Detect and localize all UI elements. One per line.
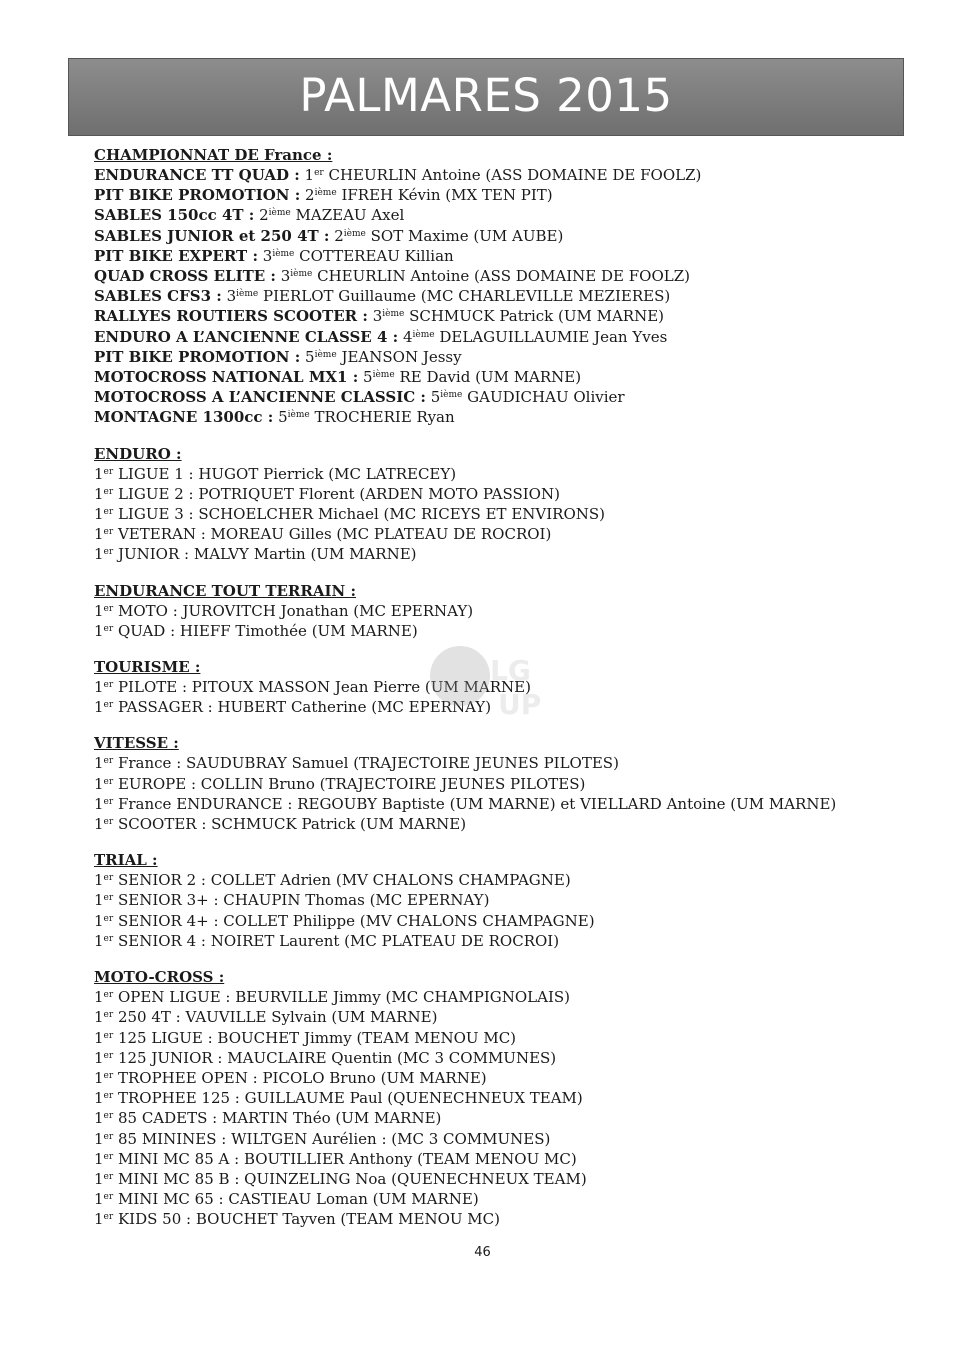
result-entry bbox=[94, 987, 894, 1007]
result-text: TROPHEE 125 : GUILLAUME Paul (QUENECHNEUX TEAM) bbox=[117, 1089, 583, 1108]
championnat-entry bbox=[94, 266, 894, 286]
category-label: ENDURANCE TT QUAD : bbox=[94, 166, 300, 184]
rank-suffix: er bbox=[103, 507, 114, 518]
rank-suffix: er bbox=[314, 168, 324, 178]
result-text: PILOTE : PITOUX MASSON Jean Pierre (UM MARNE) bbox=[117, 678, 531, 697]
rank: 5 bbox=[305, 347, 315, 366]
rank: 2 bbox=[305, 186, 315, 205]
rank-suffix: ième bbox=[236, 289, 259, 300]
section-heading: TRIAL : bbox=[94, 851, 158, 870]
rank-suffix: ième bbox=[314, 349, 337, 360]
rank-suffix: er bbox=[103, 1192, 114, 1203]
rank: 5 bbox=[430, 388, 441, 407]
rank: 4 bbox=[402, 327, 413, 346]
rank: 1 bbox=[94, 754, 104, 773]
result-text: SENIOR 2 : COLLET Adrien (MV CHALONS CHAMPAGNE) bbox=[117, 871, 571, 890]
rank-suffix: er bbox=[103, 527, 114, 538]
rank-suffix: er bbox=[103, 1151, 114, 1162]
result-entry bbox=[94, 794, 894, 814]
rank-suffix: er bbox=[103, 990, 114, 1001]
result-text: MINI MC 85 B : QUINZELING Noa (QUENECHNEUX TEAM) bbox=[117, 1169, 587, 1188]
results-section bbox=[94, 444, 894, 565]
result-entry bbox=[94, 890, 894, 910]
winner: GAUDICHAU Olivier bbox=[467, 388, 625, 407]
result-entry bbox=[94, 774, 894, 794]
rank: 1 bbox=[94, 911, 104, 930]
rank: 1 bbox=[94, 931, 104, 950]
rank: 1 bbox=[94, 678, 104, 697]
result-text: OPEN LIGUE : BEURVILLE Jimmy (MC CHAMPIGNOLAIS) bbox=[117, 988, 570, 1007]
result-text: 125 JUNIOR : MAUCLAIRE Quentin (MC 3 COMMUNES) bbox=[117, 1048, 557, 1067]
result-entry bbox=[94, 544, 894, 564]
rank: 1 bbox=[94, 1028, 104, 1047]
category-label: PIT BIKE PROMOTION : bbox=[94, 186, 301, 205]
result-text: SENIOR 4 : NOIRET Laurent (MC PLATEAU DE ROCROI) bbox=[117, 931, 560, 950]
rank: 1 bbox=[94, 774, 104, 793]
rank-suffix: er bbox=[103, 873, 114, 884]
result-entry bbox=[94, 753, 894, 773]
winner: CHEURLIN Antoine (ASS DOMAINE DE FOOLZ) bbox=[317, 267, 691, 286]
championnat-entry bbox=[94, 205, 894, 225]
winner: MAZEAU Axel bbox=[295, 206, 405, 225]
rank-suffix: er bbox=[103, 913, 114, 924]
rank: 1 bbox=[94, 1109, 104, 1128]
rank: 1 bbox=[94, 1149, 104, 1168]
result-text: France : SAUDUBRAY Samuel (TRAJECTOIRE JEUNES PILOTES) bbox=[117, 754, 619, 773]
rank: 1 bbox=[94, 891, 104, 910]
result-entry bbox=[94, 1108, 894, 1128]
rank: 3 bbox=[372, 307, 383, 326]
result-entry bbox=[94, 1149, 894, 1169]
rank: 3 bbox=[262, 246, 273, 265]
rank: 2 bbox=[334, 226, 344, 245]
winner: PIERLOT Guillaume (MC CHARLEVILLE MEZIERES) bbox=[263, 287, 671, 306]
results-section bbox=[94, 850, 894, 951]
result-entry bbox=[94, 1209, 894, 1229]
result-text: EUROPE : COLLIN Bruno (TRAJECTOIRE JEUNES PILOTES) bbox=[117, 774, 586, 793]
championnat-entry bbox=[94, 286, 894, 306]
category-label: MOTOCROSS A L’ANCIENNE CLASSIC : bbox=[94, 388, 426, 407]
result-text: SCOOTER : SCHMUCK Patrick (UM MARNE) bbox=[117, 815, 467, 834]
rank-suffix: er bbox=[103, 1091, 114, 1102]
result-text: SENIOR 3+ : CHAUPIN Thomas (MC EPERNAY) bbox=[117, 891, 490, 910]
result-text: KIDS 50 : BOUCHET Tayven (TEAM MENOU MC) bbox=[117, 1210, 500, 1229]
result-entry bbox=[94, 911, 894, 931]
result-text: SENIOR 4+ : COLLET Philippe (MV CHALONS CHAMPAGNE) bbox=[117, 911, 595, 930]
section-heading: TOURISME : bbox=[94, 658, 201, 677]
rank-suffix: er bbox=[103, 1070, 114, 1081]
rank-suffix: ième bbox=[314, 188, 337, 199]
rank: 1 bbox=[304, 166, 315, 184]
rank: 1 bbox=[94, 464, 104, 483]
result-text: PASSAGER : HUBERT Catherine (MC EPERNAY) bbox=[117, 698, 492, 717]
rank: 5 bbox=[278, 408, 288, 427]
championnat-entry bbox=[94, 226, 894, 246]
result-text: VETERAN : MOREAU Gilles (MC PLATEAU DE ROCROI) bbox=[117, 525, 552, 544]
result-text: 125 LIGUE : BOUCHET Jimmy (TEAM MENOU MC) bbox=[117, 1028, 517, 1047]
rank: 1 bbox=[94, 698, 104, 717]
result-text: LIGUE 1 : HUGOT Pierrick (MC LATRECEY) bbox=[117, 464, 457, 483]
championnat-list bbox=[94, 165, 894, 428]
category-label: SABLES JUNIOR et 250 4T : bbox=[94, 226, 330, 245]
championnat-entry bbox=[94, 165, 894, 185]
result-text: 85 CADETS : MARTIN Théo (UM MARNE) bbox=[117, 1109, 442, 1128]
winner: TROCHERIE Ryan bbox=[314, 408, 455, 427]
category-label: MONTAGNE 1300cc : bbox=[94, 408, 274, 427]
rank-suffix: er bbox=[103, 547, 114, 558]
rank: 3 bbox=[226, 287, 237, 306]
rank-suffix: er bbox=[103, 1171, 114, 1182]
result-text: LIGUE 2 : POTRIQUET Florent (ARDEN MOTO PASSION) bbox=[117, 484, 560, 503]
result-entry bbox=[94, 1129, 894, 1149]
result-entry bbox=[94, 1048, 894, 1068]
category-label: PIT BIKE EXPERT : bbox=[94, 246, 258, 265]
rank-suffix: er bbox=[103, 893, 114, 904]
rank-suffix: er bbox=[103, 1050, 114, 1061]
result-text: MINI MC 65 : CASTIEAU Loman (UM MARNE) bbox=[117, 1190, 479, 1209]
section-heading: MOTO-CROSS : bbox=[94, 968, 225, 987]
rank-suffix: er bbox=[103, 1010, 114, 1021]
section-heading: CHAMPIONNAT DE France : bbox=[94, 146, 333, 164]
rank-suffix: er bbox=[103, 776, 114, 787]
result-entry bbox=[94, 1007, 894, 1027]
championnat-entry bbox=[94, 347, 894, 367]
result-text: LIGUE 3 : SCHOELCHER Michael (MC RICEYS ET ENVIRONS) bbox=[117, 505, 605, 524]
rank: 1 bbox=[94, 505, 104, 524]
rank-suffix: er bbox=[103, 796, 114, 807]
rank-suffix: ième bbox=[290, 269, 313, 280]
rank-suffix: er bbox=[103, 1131, 114, 1142]
category-label: PIT BIKE PROMOTION : bbox=[94, 347, 301, 366]
result-entry bbox=[94, 601, 894, 621]
winner: DELAGUILLAUMIE Jean Yves bbox=[439, 327, 668, 346]
category-label: QUAD CROSS ELITE : bbox=[94, 267, 276, 286]
rank-suffix: er bbox=[103, 817, 114, 828]
rank: 1 bbox=[94, 1190, 104, 1209]
rank: 1 bbox=[94, 1089, 104, 1108]
rank: 2 bbox=[259, 206, 269, 225]
winner: RE David (UM MARNE) bbox=[399, 368, 582, 387]
winner: CHEURLIN Antoine (ASS DOMAINE DE FOOLZ) bbox=[328, 166, 702, 184]
result-entry bbox=[94, 814, 894, 834]
championnat-entry bbox=[94, 367, 894, 387]
rank: 1 bbox=[94, 525, 104, 544]
rank-suffix: ième bbox=[287, 410, 310, 421]
result-text: 85 MININES : WILTGEN Aurélien : (MC 3 COMMUNES) bbox=[117, 1129, 551, 1148]
category-label: SABLES CFS3 : bbox=[94, 287, 222, 306]
rank-suffix: er bbox=[103, 756, 114, 767]
result-text: MINI MC 85 A : BOUTILLIER Anthony (TEAM MENOU MC) bbox=[117, 1149, 577, 1168]
rank: 3 bbox=[280, 267, 291, 286]
section-heading: ENDURO : bbox=[94, 444, 182, 463]
result-text: TROPHEE OPEN : PICOLO Bruno (UM MARNE) bbox=[117, 1068, 487, 1087]
sections-container bbox=[94, 444, 894, 1230]
rank-suffix: er bbox=[103, 603, 114, 614]
result-text: France ENDURANCE : REGOUBY Baptiste (UM MARNE) et VIELLARD Antoine (UM MARNE) bbox=[117, 794, 837, 813]
rank: 1 bbox=[94, 1210, 104, 1229]
section-heading: ENDURANCE TOUT TERRAIN : bbox=[94, 581, 356, 600]
svg-text:LG: LG bbox=[490, 654, 531, 687]
rank: 1 bbox=[94, 794, 104, 813]
results-section bbox=[94, 581, 894, 641]
rank: 1 bbox=[94, 871, 104, 890]
rank: 1 bbox=[94, 484, 104, 503]
result-text: JUNIOR : MALVY Martin (UM MARNE) bbox=[117, 545, 417, 564]
championnat-entry bbox=[94, 246, 894, 266]
category-label: RALLYES ROUTIERS SCOOTER : bbox=[94, 307, 368, 326]
result-text: MOTO : JUROVITCH Jonathan (MC EPERNAY) bbox=[117, 601, 474, 620]
result-entry bbox=[94, 931, 894, 951]
rank: 1 bbox=[94, 621, 104, 640]
result-entry bbox=[94, 1088, 894, 1108]
championnat-entry bbox=[94, 306, 894, 326]
rank-suffix: ième bbox=[272, 248, 295, 259]
result-entry bbox=[94, 504, 894, 524]
rank-suffix: ième bbox=[343, 228, 366, 239]
rank: 1 bbox=[94, 1048, 104, 1067]
winner: IFREH Kévin (MX TEN PIT) bbox=[341, 186, 553, 205]
result-entry bbox=[94, 1028, 894, 1048]
rank: 5 bbox=[363, 368, 373, 387]
results-section bbox=[94, 967, 894, 1229]
result-text: 250 4T : VAUVILLE Sylvain (UM MARNE) bbox=[117, 1008, 438, 1027]
rank-suffix: er bbox=[103, 933, 114, 944]
svg-text:UP: UP bbox=[498, 688, 542, 721]
championnat-section bbox=[94, 145, 894, 428]
rank-suffix: ième bbox=[382, 309, 405, 320]
rank-suffix: er bbox=[103, 466, 114, 477]
category-label: MOTOCROSS NATIONAL MX1 : bbox=[94, 368, 359, 387]
results-section bbox=[94, 733, 894, 834]
rank: 1 bbox=[94, 601, 104, 620]
winner: SOT Maxime (UM AUBE) bbox=[370, 226, 564, 245]
rank-suffix: ième bbox=[268, 208, 291, 219]
section-heading: VITESSE : bbox=[94, 734, 179, 753]
rank-suffix: er bbox=[103, 1111, 114, 1122]
result-entry bbox=[94, 1189, 894, 1209]
result-entry bbox=[94, 524, 894, 544]
result-entry bbox=[94, 1068, 894, 1088]
championnat-entry bbox=[94, 185, 894, 205]
winner: JEANSON Jessy bbox=[341, 347, 462, 366]
rank: 1 bbox=[94, 1129, 104, 1148]
rank-suffix: ième bbox=[440, 390, 463, 401]
rank: 1 bbox=[94, 988, 104, 1007]
watermark-logo bbox=[420, 634, 550, 724]
rank: 1 bbox=[94, 815, 104, 834]
category-label: ENDURO A L’ANCIENNE CLASSE 4 : bbox=[94, 327, 399, 346]
rank-suffix: er bbox=[103, 1212, 114, 1223]
rank: 1 bbox=[94, 1068, 104, 1087]
rank-suffix: er bbox=[103, 486, 114, 497]
rank-suffix: er bbox=[103, 623, 114, 634]
rank-suffix: er bbox=[103, 700, 114, 711]
championnat-entry bbox=[94, 387, 894, 407]
rank: 1 bbox=[94, 1169, 104, 1188]
rank: 1 bbox=[94, 545, 104, 564]
page-title: PALMARES 2015 bbox=[299, 69, 673, 122]
championnat-entry bbox=[94, 327, 894, 347]
category-label: SABLES 150cc 4T : bbox=[94, 206, 255, 225]
page-number: 46 bbox=[474, 1245, 491, 1260]
result-entry bbox=[94, 870, 894, 890]
result-entry bbox=[94, 1169, 894, 1189]
result-entry bbox=[94, 484, 894, 504]
rank-suffix: er bbox=[103, 680, 114, 691]
winner: SCHMUCK Patrick (UM MARNE) bbox=[409, 307, 665, 326]
title-banner bbox=[68, 58, 904, 136]
winner: COTTEREAU Killian bbox=[299, 246, 454, 265]
result-entry bbox=[94, 464, 894, 484]
rank-suffix: ième bbox=[372, 370, 395, 381]
rank-suffix: er bbox=[103, 1030, 114, 1041]
championnat-entry bbox=[94, 407, 894, 427]
rank: 1 bbox=[94, 1008, 104, 1027]
result-text: QUAD : HIEFF Timothée (UM MARNE) bbox=[117, 621, 418, 640]
rank-suffix: ième bbox=[412, 329, 435, 340]
